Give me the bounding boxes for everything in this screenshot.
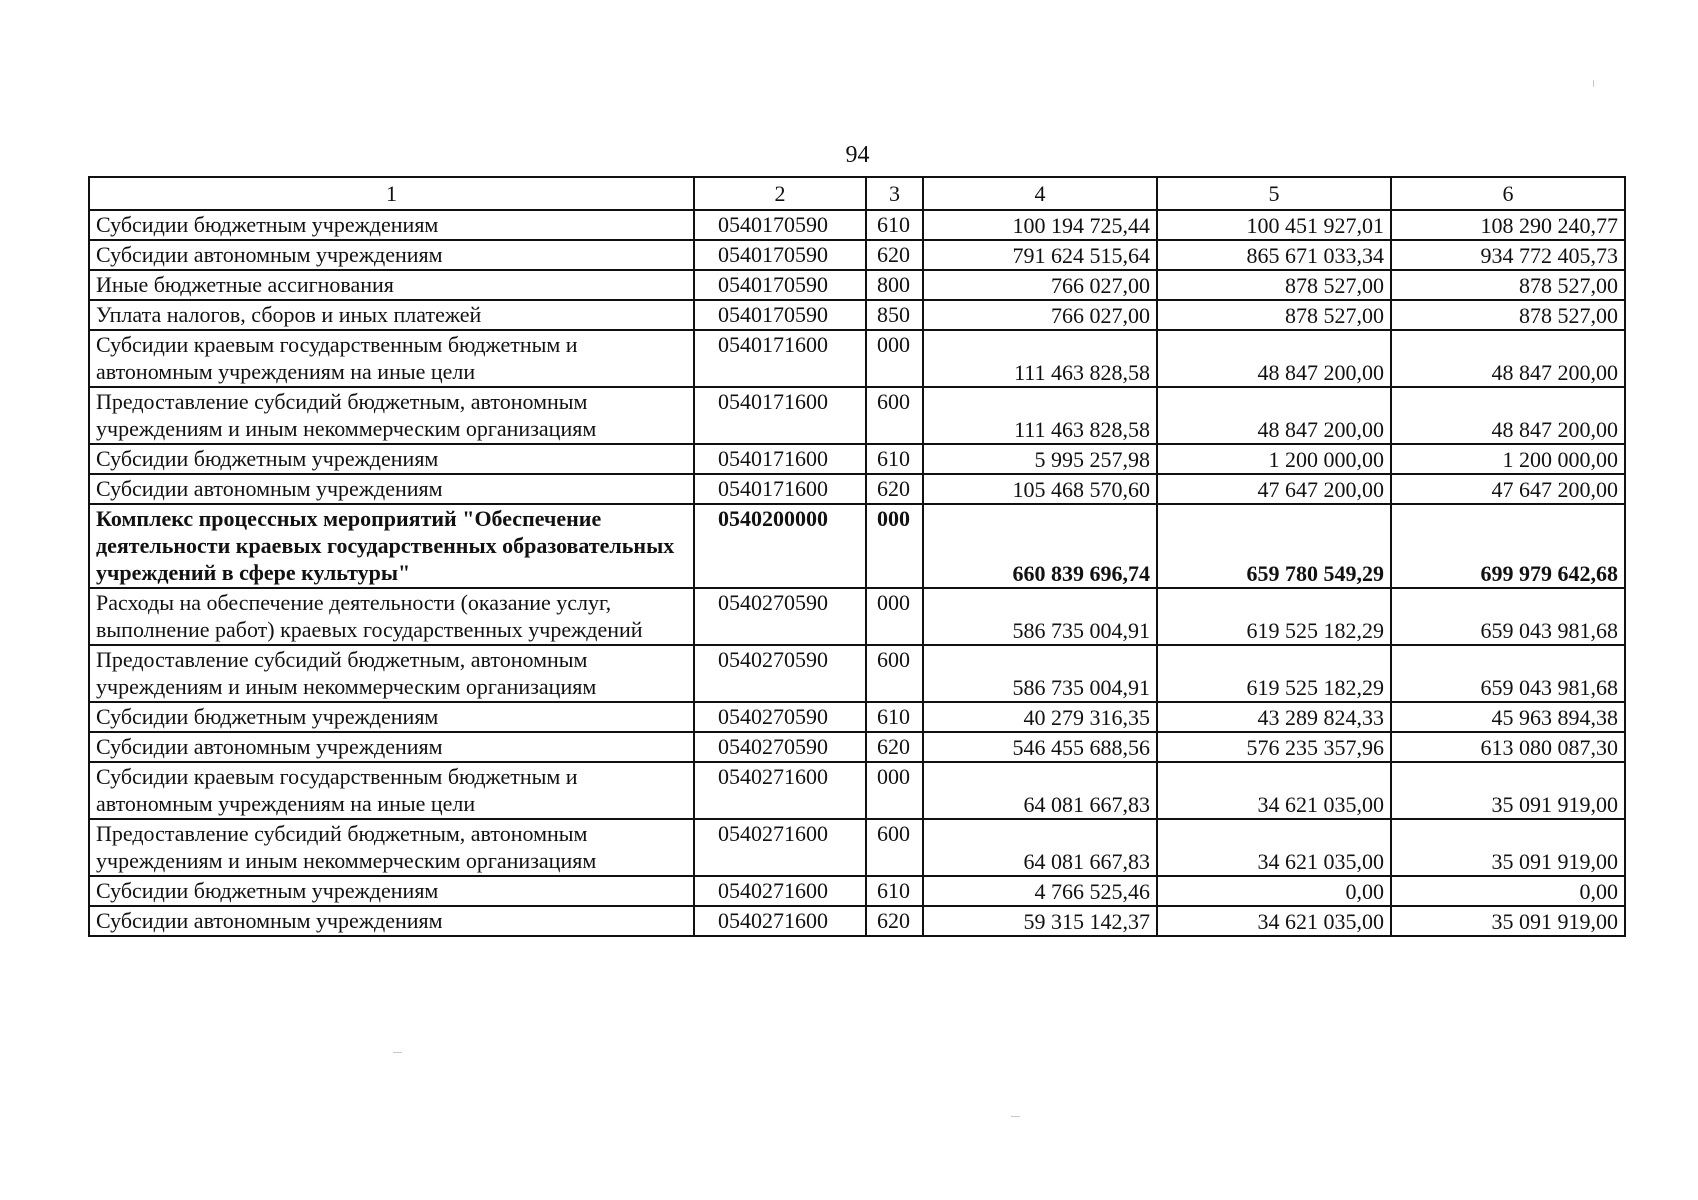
- row-amount-col4: 660 839 696,74: [923, 504, 1157, 588]
- row-name: Иные бюджетные ассигнования: [89, 270, 694, 300]
- row-name: Комплекс процессных мероприятий "Обеспечение деятельности краевых государственных образовательных учреждений в сфере культуры": [89, 504, 694, 588]
- row-expense-type: 610: [866, 702, 923, 732]
- row-amount-col6: 613 080 087,30: [1391, 732, 1625, 762]
- row-amount-col4: 586 735 004,91: [923, 588, 1157, 645]
- row-code: 0540200000: [694, 504, 866, 588]
- row-name: Субсидии краевым государственным бюджетным и автономным учреждениям на иные цели: [89, 762, 694, 819]
- row-expense-type: 620: [866, 474, 923, 504]
- row-amount-col5: 47 647 200,00: [1157, 474, 1391, 504]
- row-amount-col5: 865 671 033,34: [1157, 240, 1391, 270]
- row-amount-col4: 586 735 004,91: [923, 645, 1157, 702]
- row-amount-col6: 45 963 894,38: [1391, 702, 1625, 732]
- table-row: [89, 474, 1625, 504]
- row-amount-col4: 64 081 667,83: [923, 819, 1157, 876]
- row-code: 0540171600: [694, 387, 866, 444]
- row-expense-type: 000: [866, 504, 923, 588]
- page-number: 94: [845, 142, 870, 168]
- row-code: 0540271600: [694, 906, 866, 936]
- row-expense-type: 600: [866, 819, 923, 876]
- row-name: Субсидии бюджетным учреждениям: [89, 444, 694, 474]
- row-amount-col6: 35 091 919,00: [1391, 762, 1625, 819]
- row-amount-col4: 791 624 515,64: [923, 240, 1157, 270]
- table-row: [89, 210, 1625, 240]
- row-expense-type: 610: [866, 444, 923, 474]
- row-amount-col5: 0,00: [1157, 876, 1391, 906]
- row-amount-col6: 47 647 200,00: [1391, 474, 1625, 504]
- row-code: 0540271600: [694, 819, 866, 876]
- row-amount-col5: 48 847 200,00: [1157, 330, 1391, 387]
- row-expense-type: 610: [866, 876, 923, 906]
- row-name: Субсидии автономным учреждениям: [89, 474, 694, 504]
- row-name: Расходы на обеспечение деятельности (оказание услуг, выполнение работ) краевых государственных учреждений: [89, 588, 694, 645]
- row-amount-col4: 40 279 316,35: [923, 702, 1157, 732]
- budget-table: [88, 176, 1626, 937]
- row-amount-col4: 111 463 828,58: [923, 387, 1157, 444]
- table-row: [89, 444, 1625, 474]
- table-row: [89, 876, 1625, 906]
- row-expense-type: 600: [866, 645, 923, 702]
- scan-speck: [1593, 80, 1594, 87]
- row-amount-col6: 48 847 200,00: [1391, 330, 1625, 387]
- row-amount-col6: 934 772 405,73: [1391, 240, 1625, 270]
- table-row: [89, 645, 1625, 702]
- row-expense-type: 610: [866, 210, 923, 240]
- row-amount-col4: 105 468 570,60: [923, 474, 1157, 504]
- row-amount-col5: 43 289 824,33: [1157, 702, 1391, 732]
- row-code: 0540270590: [694, 588, 866, 645]
- column-number-row: [89, 177, 1625, 210]
- column-header: 6: [1391, 177, 1625, 210]
- row-amount-col6: 699 979 642,68: [1391, 504, 1625, 588]
- row-amount-col5: 619 525 182,29: [1157, 588, 1391, 645]
- row-amount-col4: 5 995 257,98: [923, 444, 1157, 474]
- row-amount-col5: 659 780 549,29: [1157, 504, 1391, 588]
- row-amount-col4: 59 315 142,37: [923, 906, 1157, 936]
- row-expense-type: 620: [866, 240, 923, 270]
- row-name: Субсидии краевым государственным бюджетным и автономным учреждениям на иные цели: [89, 330, 694, 387]
- table-row: [89, 270, 1625, 300]
- table-row: [89, 300, 1625, 330]
- row-amount-col6: 878 527,00: [1391, 270, 1625, 300]
- row-name: Субсидии автономным учреждениям: [89, 732, 694, 762]
- row-code: 0540270590: [694, 732, 866, 762]
- row-amount-col6: 659 043 981,68: [1391, 588, 1625, 645]
- table-row: [89, 702, 1625, 732]
- row-amount-col6: 35 091 919,00: [1391, 819, 1625, 876]
- column-header: 2: [694, 177, 866, 210]
- column-header: 3: [866, 177, 923, 210]
- row-amount-col5: 34 621 035,00: [1157, 819, 1391, 876]
- row-amount-col6: 108 290 240,77: [1391, 210, 1625, 240]
- row-expense-type: 000: [866, 588, 923, 645]
- row-code: 0540270590: [694, 645, 866, 702]
- scan-speck: [1011, 1116, 1020, 1117]
- scan-speck: [393, 1052, 402, 1053]
- row-amount-col5: 48 847 200,00: [1157, 387, 1391, 444]
- row-amount-col5: 100 451 927,01: [1157, 210, 1391, 240]
- row-expense-type: 000: [866, 762, 923, 819]
- row-amount-col5: 576 235 357,96: [1157, 732, 1391, 762]
- row-amount-col5: 34 621 035,00: [1157, 762, 1391, 819]
- row-amount-col4: 64 081 667,83: [923, 762, 1157, 819]
- table-row: [89, 732, 1625, 762]
- row-expense-type: 600: [866, 387, 923, 444]
- row-code: 0540171600: [694, 474, 866, 504]
- row-code: 0540171600: [694, 444, 866, 474]
- table-row: [89, 906, 1625, 936]
- row-code: 0540271600: [694, 876, 866, 906]
- column-header: 1: [89, 177, 694, 210]
- row-amount-col4: 766 027,00: [923, 270, 1157, 300]
- table-row: [89, 819, 1625, 876]
- row-name: Субсидии автономным учреждениям: [89, 906, 694, 936]
- row-name: Субсидии бюджетным учреждениям: [89, 210, 694, 240]
- row-amount-col6: 0,00: [1391, 876, 1625, 906]
- row-name: Субсидии бюджетным учреждениям: [89, 702, 694, 732]
- row-code: 0540270590: [694, 702, 866, 732]
- row-name: Предоставление субсидий бюджетным, автономным учреждениям и иным некоммерческим организациям: [89, 645, 694, 702]
- row-name: Уплата налогов, сборов и иных платежей: [89, 300, 694, 330]
- row-amount-col4: 766 027,00: [923, 300, 1157, 330]
- table-row: [89, 588, 1625, 645]
- row-expense-type: 850: [866, 300, 923, 330]
- row-expense-type: 620: [866, 732, 923, 762]
- row-code: 0540170590: [694, 300, 866, 330]
- column-header: 5: [1157, 177, 1391, 210]
- row-amount-col5: 34 621 035,00: [1157, 906, 1391, 936]
- row-expense-type: 000: [866, 330, 923, 387]
- row-amount-col4: 4 766 525,46: [923, 876, 1157, 906]
- row-amount-col4: 546 455 688,56: [923, 732, 1157, 762]
- row-amount-col5: 878 527,00: [1157, 300, 1391, 330]
- table-row: [89, 762, 1625, 819]
- row-amount-col4: 111 463 828,58: [923, 330, 1157, 387]
- table-row: [89, 330, 1625, 387]
- row-amount-col6: 48 847 200,00: [1391, 387, 1625, 444]
- row-name: Предоставление субсидий бюджетным, автономным учреждениям и иным некоммерческим организациям: [89, 387, 694, 444]
- table-row: [89, 504, 1625, 588]
- row-expense-type: 800: [866, 270, 923, 300]
- row-amount-col4: 100 194 725,44: [923, 210, 1157, 240]
- row-code: 0540171600: [694, 330, 866, 387]
- row-code: 0540271600: [694, 762, 866, 819]
- row-amount-col5: 878 527,00: [1157, 270, 1391, 300]
- row-name: Субсидии бюджетным учреждениям: [89, 876, 694, 906]
- row-code: 0540170590: [694, 210, 866, 240]
- row-amount-col5: 1 200 000,00: [1157, 444, 1391, 474]
- row-amount-col6: 878 527,00: [1391, 300, 1625, 330]
- row-code: 0540170590: [694, 270, 866, 300]
- row-expense-type: 620: [866, 906, 923, 936]
- row-name: Предоставление субсидий бюджетным, автономным учреждениям и иным некоммерческим организациям: [89, 819, 694, 876]
- row-amount-col6: 659 043 981,68: [1391, 645, 1625, 702]
- table-row: [89, 240, 1625, 270]
- column-header: 4: [923, 177, 1157, 210]
- table-row: [89, 387, 1625, 444]
- row-code: 0540170590: [694, 240, 866, 270]
- row-amount-col6: 1 200 000,00: [1391, 444, 1625, 474]
- row-amount-col6: 35 091 919,00: [1391, 906, 1625, 936]
- row-amount-col5: 619 525 182,29: [1157, 645, 1391, 702]
- row-name: Субсидии автономным учреждениям: [89, 240, 694, 270]
